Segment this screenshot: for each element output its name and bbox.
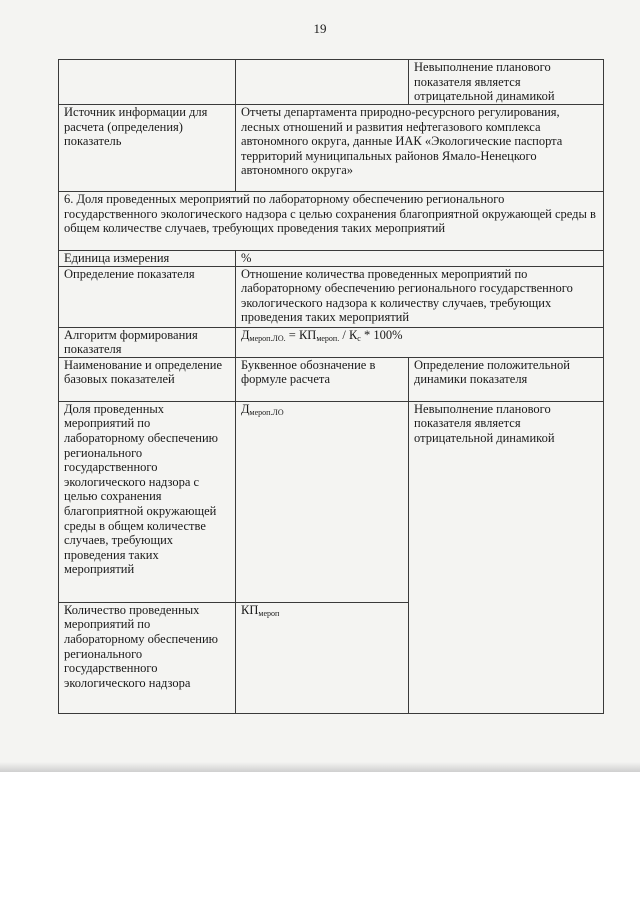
header-symbol: Буквенное обозначение в формуле расчета [236,357,409,401]
formula-k-sub: с [357,333,361,343]
base-name-1: Доля проведенных мероприятий по лабораторному обеспечению регионального государственного экологического надзора с целью сохранения благоприятной окружающей среды в общем количестве случаев, требующих проведения таких мероприятий [59,401,236,602]
table-row [59,357,604,401]
base-symbol-2 [236,602,409,713]
algorithm-formula [236,327,604,357]
table-row [59,266,604,327]
indicator-table [58,59,604,714]
source-value: Отчеты департамента природно-ресурсного регулирования, лесных отношений и развития нефтегазового комплекса автономного округа, данные ИАК «Экологические паспорта территорий муниципальных районов Ямало-Ненецкого автономного округа» [236,105,604,192]
unit-label: Единица измерения [59,251,236,267]
indicator-title: 6. Доля проведенных мероприятий по лабораторному обеспечению регионального государственного экологического надзора с целью сохранения благоприятной окружающей среды в общем количестве случаев, требующих проведения таких мероприятий [59,192,604,251]
formula-div: / К [339,327,358,342]
base-symbol-1-main: Д [241,401,250,416]
base-symbol-2-main: КП [241,602,259,617]
page-number: 19 [313,21,327,36]
formula-rest: * 100% [360,327,403,342]
table-row [59,192,604,251]
base-symbol-1 [236,401,409,602]
base-name-2: Количество проведенных мероприятий по лабораторному обеспечению регионального государственного экологического надзора [59,602,236,713]
source-label: Источник информации для расчета (определения) показатель [59,105,236,192]
top-cell-2 [236,60,409,105]
table-row [59,251,604,267]
unit-value: % [236,251,604,267]
formula-d-sub: мероп.ЛО. [249,333,286,343]
base-symbol-1-sub: мероп.ЛО [249,407,284,417]
base-symbol-2-sub: мероп [258,608,280,618]
definition-label: Определение показателя [59,266,236,327]
definition-value: Отношение количества проведенных мероприятий по лабораторному обеспечению регионального государственного экологического надзора к количеству случаев, требующих проведения таких мероприятий [236,266,604,327]
table-row [59,327,604,357]
top-cell-1 [59,60,236,105]
table-row [59,60,604,105]
formula-d: Д [241,327,250,342]
base-dynamics: Невыполнение планового показателя является отрицательной динамикой [409,401,604,713]
algorithm-label: Алгоритм формирования показателя [59,327,236,357]
header-dynamics: Определение положительной динамики показателя [409,357,604,401]
header-name: Наименование и определение базовых показателей [59,357,236,401]
sheet-edge [0,762,640,772]
formula-kp-sub: мероп. [316,333,340,343]
table-row [59,105,604,192]
top-dynamics-cell: Невыполнение планового показателя является отрицательной динамикой [409,60,604,105]
formula-eq: = КП [285,327,317,342]
table-row [59,401,604,602]
